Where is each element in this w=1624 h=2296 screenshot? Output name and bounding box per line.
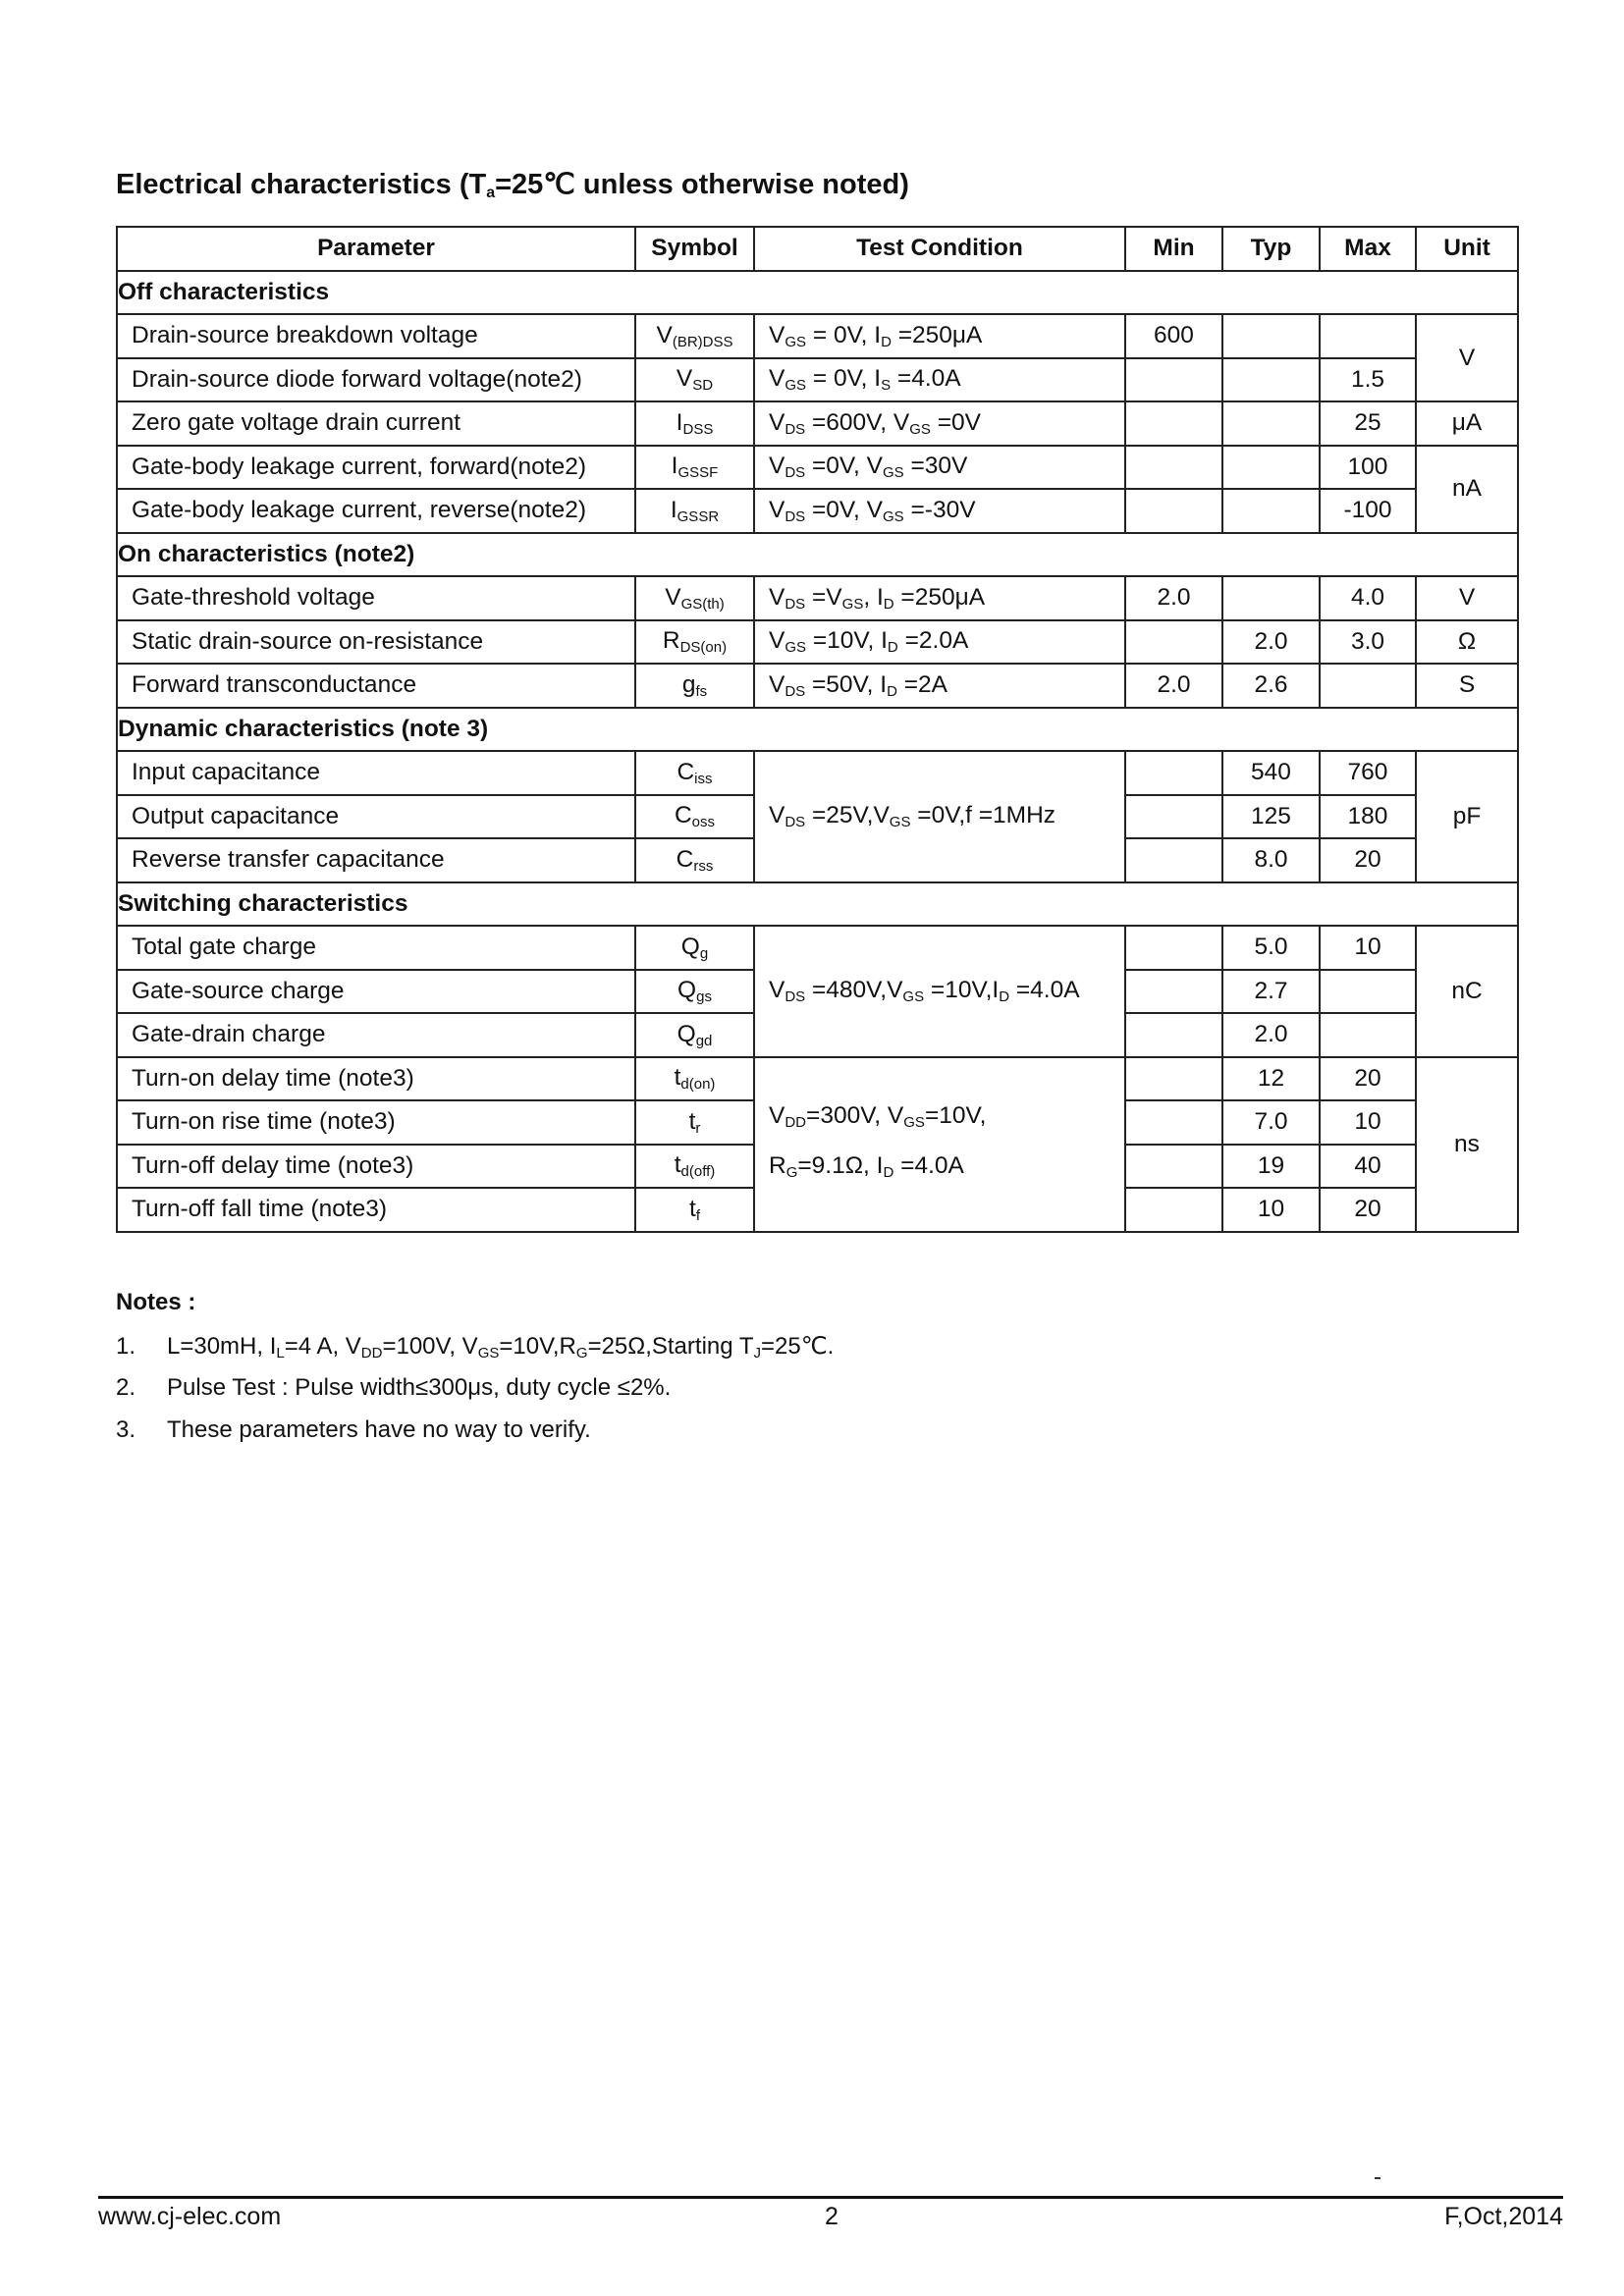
param-cell: Turn-on delay time (note3) (117, 1057, 635, 1101)
condition-cell: $V_{DS} =50V$, $I_D =2A$ (754, 664, 1125, 708)
condition-cell: $V_{DS} =480V,V_{GS} =10V,I_D =4.0A$ (754, 926, 1125, 1057)
max-cell (1320, 970, 1416, 1014)
min-cell: 2.0 (1125, 576, 1222, 620)
typ-cell: 8.0 (1222, 838, 1320, 882)
max-cell: 40 (1320, 1145, 1416, 1189)
section-title: Dynamic characteristics (note 3) (117, 708, 1518, 752)
typ-cell (1222, 358, 1320, 402)
footer-website: www.cj-elec.com (98, 2203, 282, 2230)
condition-line: $V_{DD}=300V$, $V_{GS}=10V$, (769, 1101, 987, 1131)
table-row (117, 664, 1518, 708)
min-cell: 2.0 (1125, 664, 1222, 708)
param-cell: Turn-on rise time (note3) (117, 1100, 635, 1145)
symbol-cell: $Q_{gs}$ (635, 970, 754, 1014)
typ-cell: 2.0 (1222, 1013, 1320, 1057)
section-title: Off characteristics (117, 271, 1518, 315)
header-symbol: Symbol (635, 227, 754, 271)
min-cell (1125, 620, 1222, 665)
max-cell: 20 (1320, 1188, 1416, 1232)
max-cell: 760 (1320, 751, 1416, 795)
min-cell (1125, 1057, 1222, 1101)
condition-cell: $V_{GS} = 0V$, $I_S =4.0A$ (754, 358, 1125, 402)
unit-cell: V (1416, 314, 1518, 401)
condition-cell: $V_{DS} =0V$, $V_{GS} =30V$ (754, 446, 1125, 490)
min-cell (1125, 1100, 1222, 1145)
condition-line: $R_G=9.1\Omega$, $I_D =4.0A$ (769, 1151, 964, 1181)
header-test-condition: Test Condition (754, 227, 1125, 271)
typ-cell: 2.6 (1222, 664, 1320, 708)
condition-cell: $V_{DS} =V_{GS}$, $I_D =250\mu A$ (754, 576, 1125, 620)
symbol-cell: $I_{GSSR}$ (635, 489, 754, 533)
symbol-cell: $Q_g$ (635, 926, 754, 970)
table-row (117, 314, 1518, 358)
electrical-characteristics-table (116, 226, 1519, 1233)
max-cell (1320, 1013, 1416, 1057)
symbol-cell: $V_{GS(th)}$ (635, 576, 754, 620)
header-row (117, 227, 1518, 271)
symbol-cell: $t_f$ (635, 1188, 754, 1232)
note-item: 3. These parameters have no way to verify. (116, 1416, 591, 1443)
param-cell: Zero gate voltage drain current (117, 401, 635, 446)
unit-cell: nC (1416, 926, 1518, 1057)
max-cell: 180 (1320, 795, 1416, 839)
min-cell (1125, 1145, 1222, 1189)
typ-cell: 2.7 (1222, 970, 1320, 1014)
table-row (117, 926, 1518, 970)
section-title: Switching characteristics (117, 882, 1518, 927)
max-cell: 100 (1320, 446, 1416, 490)
table-row (117, 489, 1518, 533)
unit-cell: pF (1416, 751, 1518, 882)
header-max: Max (1320, 227, 1416, 271)
unit-cell: Ω (1416, 620, 1518, 665)
symbol-cell: $C_{iss}$ (635, 751, 754, 795)
max-cell: 4.0 (1320, 576, 1416, 620)
param-cell: Input capacitance (117, 751, 635, 795)
max-cell: 20 (1320, 1057, 1416, 1101)
max-cell: 25 (1320, 401, 1416, 446)
condition-cell: $V_{DS} =0V$, $V_{GS} =-30V$ (754, 489, 1125, 533)
min-cell (1125, 1013, 1222, 1057)
symbol-cell: $C_{oss}$ (635, 795, 754, 839)
max-cell (1320, 664, 1416, 708)
condition-cell: $V_{DS} =600V$, $V_{GS} =0V$ (754, 401, 1125, 446)
table-row (117, 401, 1518, 446)
max-cell: 10 (1320, 926, 1416, 970)
max-cell: 20 (1320, 838, 1416, 882)
typ-cell (1222, 401, 1320, 446)
condition-cell: $V_{GS} = 0V$, $I_D =250\mu A$ (754, 314, 1125, 358)
note-item: 1. L=30mH, $I_L=4$ A, $V_{DD}=100V$, $V_{GS}=10V,R_G=25\Omega,Starting$ $T_J=25℃$. (116, 1333, 835, 1362)
table-row (117, 751, 1518, 795)
header-typ: Typ (1222, 227, 1320, 271)
header-unit: Unit (1416, 227, 1518, 271)
symbol-cell: $Q_{gd}$ (635, 1013, 754, 1057)
section-row (117, 708, 1518, 752)
typ-cell: 12 (1222, 1057, 1320, 1101)
param-cell: Reverse transfer capacitance (117, 838, 635, 882)
symbol-cell: $t_{d(off)}$ (635, 1145, 754, 1189)
param-cell: Drain-source diode forward voltage(note2) (117, 358, 635, 402)
condition-cell (754, 1057, 1125, 1232)
unit-cell: V (1416, 576, 1518, 620)
typ-cell: 5.0 (1222, 926, 1320, 970)
section-title: On characteristics (note2) (117, 533, 1518, 577)
symbol-cell: $V_{SD}$ (635, 358, 754, 402)
footer-page-number: 2 (825, 2203, 839, 2230)
footer-revision: F,Oct,2014 (1444, 2203, 1563, 2230)
param-cell: Gate-body leakage current, reverse(note2) (117, 489, 635, 533)
max-cell: 10 (1320, 1100, 1416, 1145)
min-cell (1125, 795, 1222, 839)
typ-cell (1222, 489, 1320, 533)
unit-cell: nA (1416, 446, 1518, 533)
min-cell (1125, 358, 1222, 402)
notes-title: Notes : (116, 1289, 196, 1315)
header-min: Min (1125, 227, 1222, 271)
unit-cell: μA (1416, 401, 1518, 446)
typ-cell: 540 (1222, 751, 1320, 795)
table-row (117, 358, 1518, 402)
typ-cell: 7.0 (1222, 1100, 1320, 1145)
section-row (117, 533, 1518, 577)
max-cell (1320, 314, 1416, 358)
table-row (117, 576, 1518, 620)
min-cell (1125, 926, 1222, 970)
min-cell (1125, 751, 1222, 795)
symbol-cell: $V_{(BR)DSS}$ (635, 314, 754, 358)
min-cell (1125, 489, 1222, 533)
min-cell (1125, 401, 1222, 446)
footer-divider (98, 2196, 1563, 2199)
symbol-cell: $I_{DSS}$ (635, 401, 754, 446)
param-cell: Forward transconductance (117, 664, 635, 708)
typ-cell: 125 (1222, 795, 1320, 839)
section-row (117, 882, 1518, 927)
max-cell: -100 (1320, 489, 1416, 533)
param-cell: Output capacitance (117, 795, 635, 839)
param-cell: Gate-drain charge (117, 1013, 635, 1057)
param-cell: Gate-source charge (117, 970, 635, 1014)
header-parameter: Parameter (117, 227, 635, 271)
param-cell: Gate-threshold voltage (117, 576, 635, 620)
min-cell (1125, 446, 1222, 490)
unit-cell: S (1416, 664, 1518, 708)
table-row (117, 446, 1518, 490)
unit-cell: ns (1416, 1057, 1518, 1232)
typ-cell: 19 (1222, 1145, 1320, 1189)
typ-cell (1222, 446, 1320, 490)
typ-cell: 2.0 (1222, 620, 1320, 665)
min-cell (1125, 1188, 1222, 1232)
table-row (117, 1057, 1518, 1101)
symbol-cell: $g_{fs}$ (635, 664, 754, 708)
table-row (117, 620, 1518, 665)
param-cell: Turn-off delay time (note3) (117, 1145, 635, 1189)
note-item: 2. Pulse Test : Pulse width≤300μs, duty cycle ≤2%. (116, 1374, 672, 1401)
condition-cell: $V_{GS} =10V$, $I_D =2.0A$ (754, 620, 1125, 665)
page-title: Electrical characteristics ($T_a=25℃$ unless otherwise noted) (116, 169, 909, 201)
symbol-cell: $t_{d(on)}$ (635, 1057, 754, 1101)
symbol-cell: $I_{GSSF}$ (635, 446, 754, 490)
param-cell: Static drain-source on-resistance (117, 620, 635, 665)
param-cell: Drain-source breakdown voltage (117, 314, 635, 358)
footer-mark (1375, 2177, 1380, 2179)
symbol-cell: $C_{rss}$ (635, 838, 754, 882)
typ-cell: 10 (1222, 1188, 1320, 1232)
typ-cell (1222, 314, 1320, 358)
max-cell: 3.0 (1320, 620, 1416, 665)
param-cell: Total gate charge (117, 926, 635, 970)
section-row (117, 271, 1518, 315)
min-cell (1125, 838, 1222, 882)
symbol-cell: $R_{DS(on)}$ (635, 620, 754, 665)
symbol-cell: $t_r$ (635, 1100, 754, 1145)
max-cell: 1.5 (1320, 358, 1416, 402)
param-cell: Turn-off fall time (note3) (117, 1188, 635, 1232)
param-cell: Gate-body leakage current, forward(note2) (117, 446, 635, 490)
typ-cell (1222, 576, 1320, 620)
min-cell: 600 (1125, 314, 1222, 358)
condition-cell: $V_{DS} =25V,V_{GS} =0V,f =1MHz$ (754, 751, 1125, 882)
min-cell (1125, 970, 1222, 1014)
